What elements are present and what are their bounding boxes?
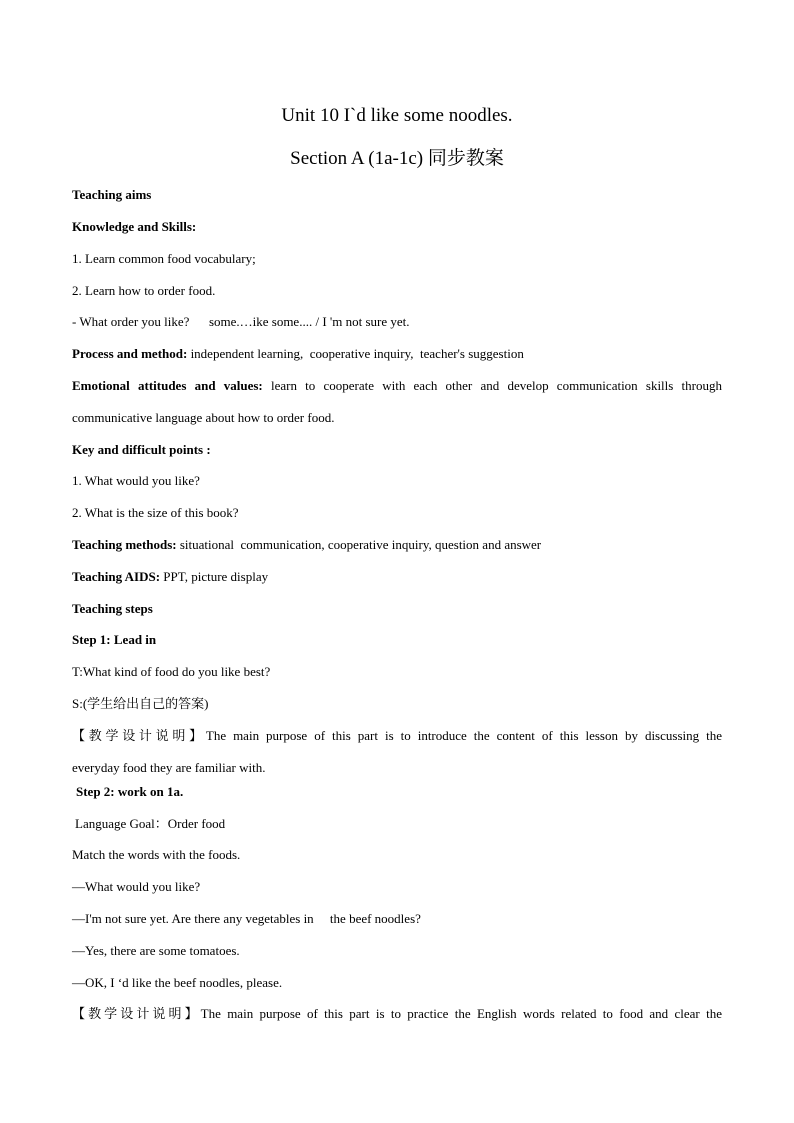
ks-item-3: - What order you like? some.…ike some.... / I 'm not sure yet. bbox=[72, 314, 410, 329]
dialogue-line-3: —Yes, there are some tomatoes. bbox=[72, 943, 240, 958]
heading-teaching-steps: Teaching steps bbox=[72, 601, 153, 616]
teaching-aids: Teaching AIDS: PPT, picture display bbox=[72, 569, 269, 584]
step-1-student: S:(学生给出自己的答案) bbox=[72, 696, 209, 711]
emotional-attitudes: Emotional attitudes and values: learn to cooperate with each other and develop communication skills through bbox=[72, 378, 722, 393]
design-note-1-cont: everyday food they are familiar with. bbox=[72, 760, 266, 775]
ks-item-1: 1. Learn common food vocabulary; bbox=[72, 251, 256, 266]
dialogue-line-1: —What would you like? bbox=[72, 879, 201, 894]
step-2-match: Match the words with the foods. bbox=[72, 847, 241, 862]
heading-knowledge-skills: Knowledge and Skills: bbox=[72, 219, 197, 234]
title-unit: Unit 10 I`d like some noodles. bbox=[281, 105, 513, 126]
process-method: Process and method: independent learning, cooperative inquiry, teacher's suggestion bbox=[72, 346, 524, 361]
step-2-heading: Step 2: work on 1a. bbox=[76, 784, 184, 799]
teaching-methods: Teaching methods: situational communication, cooperative inquiry, question and answer bbox=[72, 537, 542, 552]
design-note-1: 【教学设计说明】The main purpose of this part is to introduce the content of this lesson by discussing the bbox=[72, 728, 722, 743]
ks-item-2: 2. Learn how to order food. bbox=[72, 283, 216, 298]
dialogue-line-4: —OK, I ‘d like the beef noodles, please. bbox=[72, 975, 283, 990]
design-note-2: 【教学设计说明】The main purpose of this part is to practice the English words related to food and clear the bbox=[72, 1006, 722, 1021]
kp-item-1: 1. What would you like? bbox=[72, 473, 200, 488]
heading-teaching-aims: Teaching aims bbox=[72, 187, 152, 202]
step-1-heading: Step 1: Lead in bbox=[72, 632, 157, 647]
kp-item-2: 2. What is the size of this book? bbox=[72, 505, 239, 520]
emotional-attitudes-cont: communicative language about how to order food. bbox=[72, 410, 335, 425]
heading-key-points: Key and difficult points : bbox=[72, 442, 211, 457]
step-2-goal: Language Goal：Order food bbox=[75, 816, 226, 831]
step-1-teacher: T:What kind of food do you like best? bbox=[72, 664, 271, 679]
dialogue-line-2: —I'm not sure yet. Are there any vegetables in the beef noodles? bbox=[72, 911, 421, 926]
title-section: Section A (1a-1c) 同步教案 bbox=[290, 148, 504, 169]
